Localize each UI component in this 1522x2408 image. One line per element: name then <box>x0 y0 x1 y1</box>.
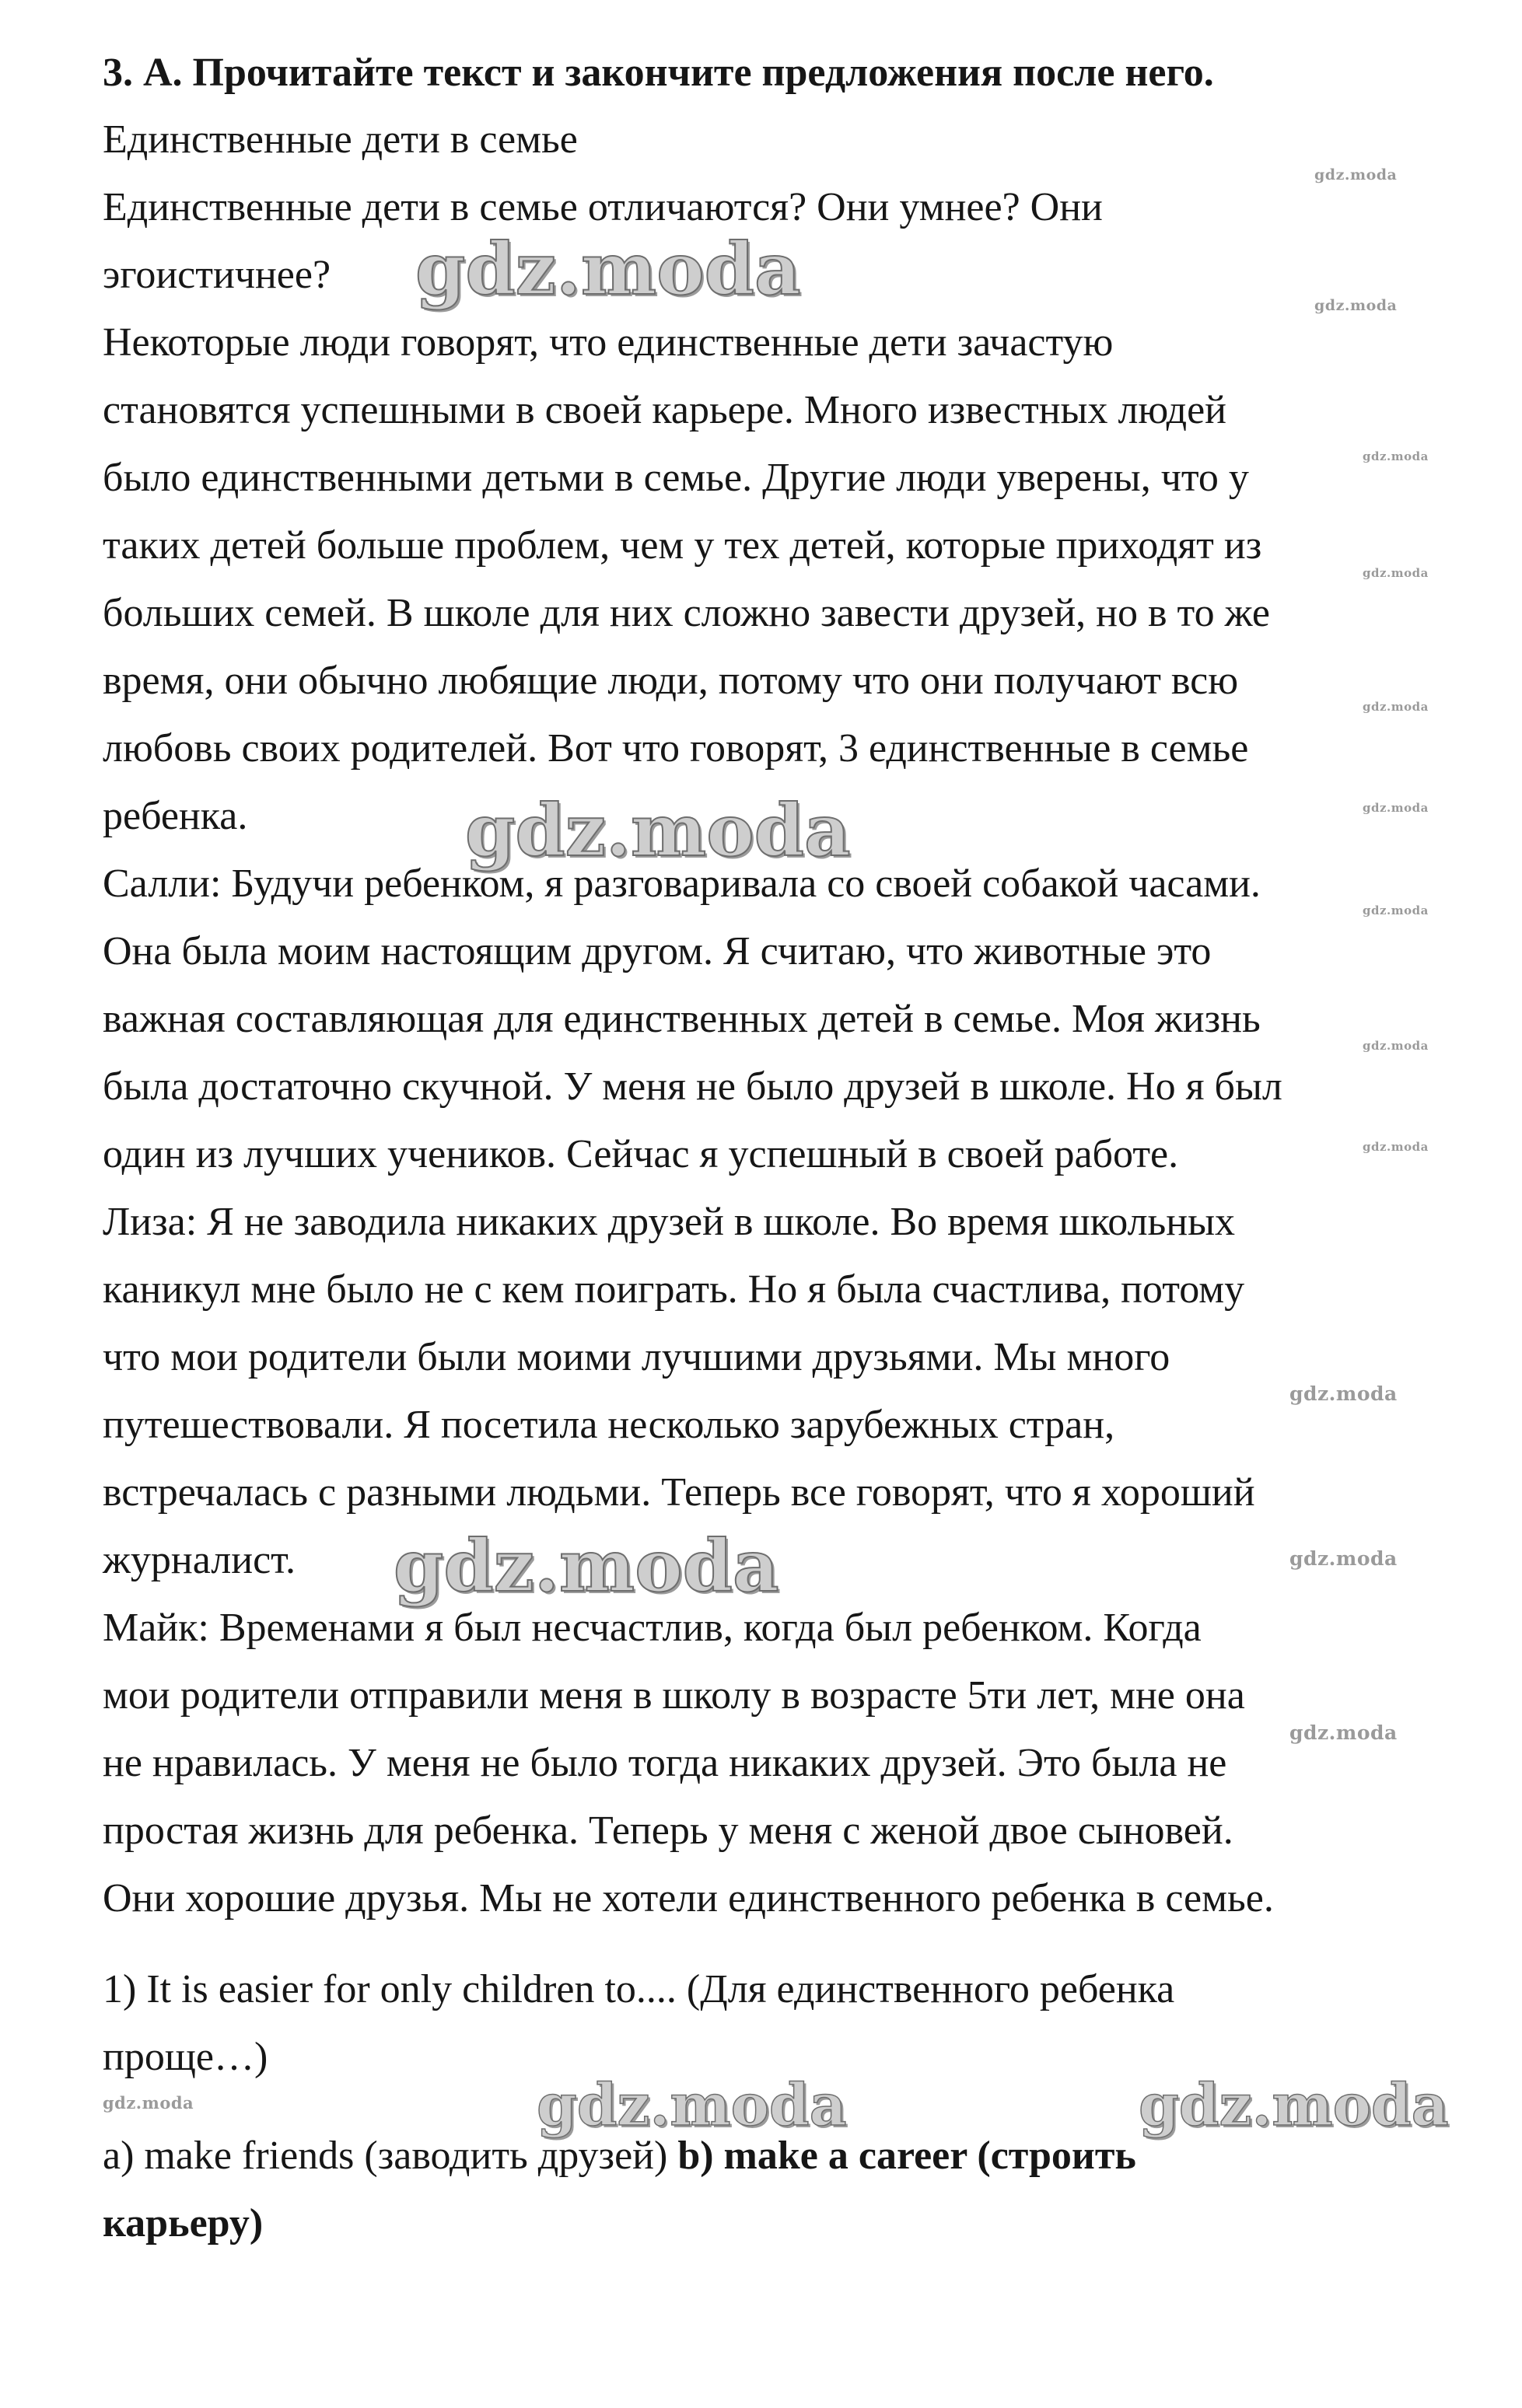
text-line: любовь своих родителей. Вот что говорят, 3 единственные в семье <box>103 726 1249 771</box>
text-line: встречалась с разными людьми. Теперь все говорят, что я хороший <box>103 1470 1255 1515</box>
watermark-small: gdz.moda <box>1363 449 1429 463</box>
text-line: путешествовали. Я посетила несколько зарубежных стран, <box>103 1403 1115 1447</box>
text-line: Она была моим настоящим другом. Я считаю, что животные это <box>103 929 1212 973</box>
text-line: Майк: Временами я был несчастлив, когда был ребенком. Когда <box>103 1606 1202 1650</box>
exercise-heading: 3. А. Прочитайте текст и закончите предложения после него. <box>103 51 1214 95</box>
watermark-large: gdz.moda <box>415 227 801 311</box>
watermark-large: gdz.moda <box>1139 2072 1449 2139</box>
text-line: время, они обычно любящие люди, потому что они получают всю <box>103 659 1239 703</box>
watermark-small: gdz.moda <box>1289 1721 1398 1744</box>
watermark-small: gdz.moda <box>1314 166 1398 183</box>
text-title: Единственные дети в семье <box>103 117 578 162</box>
answer-options <box>103 2133 1136 2179</box>
answer-option-a: a) make friends (заводить друзей) <box>103 2134 678 2178</box>
watermark-large: gdz.moda <box>537 2072 847 2139</box>
text-line: не нравилась. У меня не было тогда никаких друзей. Это была не <box>103 1741 1227 1785</box>
answer-option-b-continued: карьеру) <box>103 2201 264 2245</box>
text-line: журналист. <box>103 1538 296 1582</box>
text-line: эгоистичнее? <box>103 253 331 297</box>
text-line: была достаточно скучной. У меня не было друзей в школе. Но я был <box>103 1064 1282 1109</box>
watermark-small: gdz.moda <box>1363 1039 1429 1053</box>
watermark-small: gdz.moda <box>1289 1547 1398 1570</box>
text-line: важная составляющая для единственных детей в семье. Моя жизнь <box>103 997 1261 1041</box>
question-line: 1) It is easier for only children to.... (Для единственного ребенка <box>103 1967 1175 2011</box>
text-line: мои родители отправили меня в школу в возрасте 5ти лет, мне она <box>103 1673 1245 1718</box>
text-line: один из лучших учеников. Сейчас я успешный в своей работе. <box>103 1132 1179 1176</box>
watermark-small: gdz.moda <box>1363 700 1429 714</box>
text-line: Единственные дети в семье отличаются? Они умнее? Они <box>103 185 1103 229</box>
watermark-small: gdz.moda <box>1363 801 1429 815</box>
text-line: ребенка. <box>103 794 248 838</box>
watermark-small: gdz.moda <box>1363 566 1429 580</box>
watermark-small: gdz.moda <box>103 2093 194 2113</box>
text-line: Лиза: Я не заводила никаких друзей в школе. Во время школьных <box>103 1200 1236 1244</box>
text-line: было единственными детьми в семье. Другие люди уверены, что у <box>103 456 1249 500</box>
text-line: таких детей больше проблем, чем у тех детей, которые приходят из <box>103 523 1262 568</box>
watermark-large: gdz.moda <box>394 1524 779 1608</box>
question-line: проще…) <box>103 2035 268 2079</box>
text-line: Они хорошие друзья. Мы не хотели единственного ребенка в семье. <box>103 1876 1274 1920</box>
text-line: Салли: Будучи ребенком, я разговаривала со своей собакой часами. <box>103 861 1261 906</box>
watermark-small: gdz.moda <box>1363 903 1429 917</box>
text-line: что мои родители были моими лучшими друзьями. Мы много <box>103 1335 1170 1379</box>
watermark-small: gdz.moda <box>1363 1140 1429 1154</box>
watermark-large: gdz.moda <box>465 788 851 872</box>
answer-option-b: b) make a career (строить <box>677 2134 1136 2178</box>
watermark-small: gdz.moda <box>1289 1382 1398 1405</box>
text-line: простая жизнь для ребенка. Теперь у меня с женой двое сыновей. <box>103 1809 1233 1853</box>
text-line: больших семей. В школе для них сложно завести друзей, но в то же <box>103 591 1270 635</box>
text-line: становятся успешными в своей карьере. Много известных людей <box>103 388 1227 432</box>
watermark-small: gdz.moda <box>1314 297 1398 314</box>
text-line: каникул мне было не с кем поиграть. Но я была счастлива, потому <box>103 1267 1245 1312</box>
text-line: Некоторые люди говорят, что единственные дети зачастую <box>103 320 1114 365</box>
